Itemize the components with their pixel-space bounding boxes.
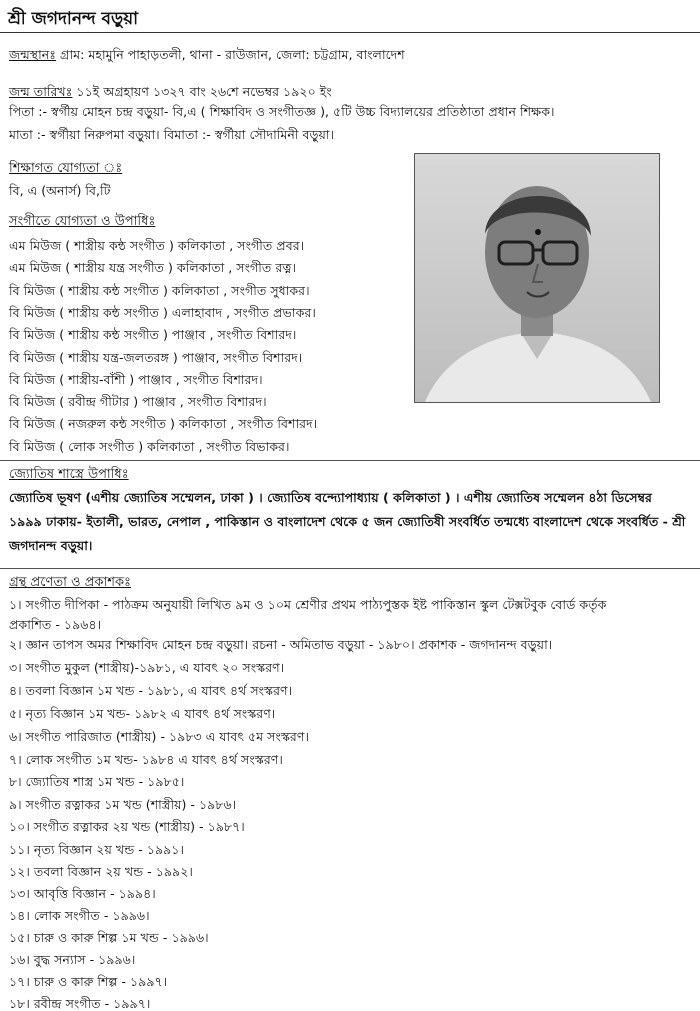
book-item: ১৪। লোক সংগীত - ১৯৯৬। — [9, 908, 150, 923]
education-heading: শিক্ষাগত যোগ্যতা ঃ — [9, 161, 123, 176]
book-item: প্রকাশিত - ১৯৬৪। — [9, 617, 102, 632]
birthdate-line — [9, 84, 332, 99]
music-qualification-item: বি মিউজ ( রবীন্দ্র গীটার ) পাঞ্জাব , সংগীত বিশারদ। — [9, 394, 267, 410]
music-qualification-item: বি মিউজ ( শাস্ত্রীয় কন্ঠ সংগীত ) পাঞ্জাব , সংগীত বিশারদ। — [9, 327, 297, 343]
book-item: ১৩। আবৃত্তি বিজ্ঞান - ১৯৯৪। — [9, 886, 156, 901]
birthplace-line — [9, 47, 405, 62]
section-divider — [0, 568, 700, 569]
father-line: পিতা :- স্বর্গীয় মোহন চন্দ্র বড়ুয়া- বি,এ ( শিক্ষাবিদ ও সংগীতজ্ঞ ), ৫টি উচ্চ বিদ্যালয়ের প্রতিষ্ঠাতা প্রধান শিক্ষক। — [9, 104, 555, 119]
book-item: ১০। সংগীত রত্নাকর ২য় খন্ড (শাস্ত্রীয়) - ১৯৮৭। — [9, 819, 245, 834]
music-qualification-item: বি মিউজ ( শাস্ত্রীয় কন্ঠ সংগীত ) কলিকাতা , সংগীত সুধাকর। — [9, 282, 310, 298]
page-title: শ্রী জগদানন্দ বড়ুয়া — [8, 9, 139, 29]
book-item: ১৫। চারু ও কারু শিল্প ১ম খন্ড - ১৯৯৬। — [9, 930, 209, 945]
portrait-photo — [414, 153, 660, 403]
book-item: ৫। নৃত্য বিজ্ঞান ১ম খন্ড- ১৯৮২ এ যাবৎ ৪র্থ সংস্করণ। — [9, 706, 276, 721]
music-qualification-item: বি মিউজ ( শাস্ত্রীয়-বাঁশী ) পাঞ্জাব , সংগীত বিশারদ। — [9, 371, 263, 387]
mother-line: মাতা :- স্বর্গীয়া নিরুপমা বড়ুয়া। বিমাতা :- স্বর্গীয়া সৌদামিনী বড়ুয়া। — [9, 127, 335, 142]
music-qualification-item: বি মিউজ ( শাস্ত্রীয় কন্ঠ সংগীত ) এলাহাবাদ , সংগীত প্রভাকর। — [9, 304, 316, 320]
birthdate-label: জন্ম তারিখ — [9, 84, 73, 99]
birthplace-value: ঃ গ্রাম: মহামুনি পাহাড়তলী, থানা - রাউজান, জেলা: চট্টগ্রাম, বাংলাদেশ — [56, 47, 405, 62]
book-item: ৬। সংগীত পারিজাত (শাস্ত্রীয়) - ১৯৮৩ এ যাবৎ ৫ম সংস্করণ। — [9, 729, 309, 744]
book-item: ১৬। বুদ্ধ সন্যাস - ১৯৯৬। — [9, 952, 136, 967]
education-value: বি, এ (অনার্স) বি,টি — [9, 183, 111, 198]
book-item: ১। সংগীত দীপিকা - পাঠক্রম অনুযায়ী লিখিত ৯ম ও ১০ম শ্রেণীর প্রথম পাঠ্যপুস্তক ইষ্ট পাকিস্তান স্কুল টেক্সটবুক বোর্ড কর্তৃক — [9, 597, 607, 612]
book-item: ৭। লোক সংগীত ১ম খন্ড- ১৯৮৪ এ যাবৎ ৪র্থ সংস্করণ। — [9, 752, 283, 767]
section-divider — [0, 460, 700, 461]
book-item: ১২। তবলা বিজ্ঞান ২য় খন্ড - ১৯৯২। — [9, 864, 193, 879]
book-item: ১৮। রবীন্দ্র সংগীত - ১৯৯৭। — [9, 996, 151, 1011]
birthplace-label: জন্মস্থান — [9, 47, 57, 62]
music-qualification-item: এম মিউজ ( শাস্ত্রীয় কন্ঠ সংগীত ) কলিকাতা , সংগীত প্রবর। — [9, 238, 305, 253]
astrology-paragraph: জ্যোতিষ ভূষণ (এশীয় জ্যোতিষ সম্মেলন, ঢাকা ) । জ্যোতিষ বন্দ্যোপাধ্যায় ( কলিকাতা ) । এশীয় জ্যোতিষ সম্মেলন ৪ঠা ডিসেম্বর ১৯৯৯ ঢাকায়- ইতালী, ভারত, নেপাল , পাকিস্তান ও বাংলাদেশ থেকে ৫ জন জ্যোতিষী সংবর্ধিত তন্মধ্যে বাংলাদেশ থেকে সংবর্ধিত - শ্রী জগদানন্দ বড়ুয়া। — [9, 490, 686, 553]
music-qualification-item: বি মিউজ ( লোক সংগীত ) কলিকাতা , সংগীত বিভাকর। — [9, 438, 290, 454]
astrology-heading: জ্যোতিষ শাস্ত্রে উপাধিঃ — [9, 467, 129, 482]
book-item: ৯। সংগীত রত্নাকর ১ম খন্ড (শাস্ত্রীয়) - ১৯৮৬। — [9, 797, 237, 812]
music-qualification-item: বি মিউজ ( শাস্ত্রীয় যন্ত্র-জলতরঙ্গ ) পাঞ্জাব, সংগীত বিশারদ। — [9, 349, 303, 365]
title-divider — [0, 32, 700, 33]
book-item: ৮। জ্যোতিষ শাস্ত্র ১ম খন্ড - ১৯৮৫। — [9, 774, 185, 789]
books-heading: গ্রন্থ প্রণেতা ও প্রকাশকঃ — [9, 575, 131, 590]
book-item: ১৭। চারু ও কারু শিল্প - ১৯৯৭। — [9, 974, 168, 989]
book-item: ৩। সংগীত মুকুল (শাস্ত্রীয়)-১৯৮১, এ যাবৎ ২০ সংস্করণ। — [9, 660, 285, 675]
music-qualification-item: বি মিউজ ( নজরুল কন্ঠ সংগীত ) কলিকাতা , সংগীত বিশারদ। — [9, 416, 318, 432]
book-item: ৪। তবলা বিজ্ঞান ১ম খন্ড - ১৯৮১, এ যাবৎ ৪র্থ সংস্করণ। — [9, 683, 293, 698]
music-qualification-item: এম মিউজ ( শাস্ত্রীয় যন্ত্র সংগীত ) কলিকাতা , সংগীত রত্ন। — [9, 260, 297, 276]
birthdate-value: ঃ ১১ই অগ্রহায়ণ ১৩২৭ বাং ২৬শে নভেম্বর ১৯২০ ইং — [72, 84, 332, 99]
music-heading: সংগীতে যোগ্যতা ও উপাধিঃ — [9, 214, 156, 229]
book-item: ২। জ্ঞান তাপস অমর শিক্ষাবিদ মোহন চন্দ্র বড়ুয়া। রচনা - অমিতাভ বড়ুয়া - ১৯৮০। প্রকাশক - জগদানন্দ বড়ুয়া। — [9, 637, 553, 652]
book-item: ১১। নৃত্য বিজ্ঞান ২য় খন্ড - ১৯৯১। — [9, 842, 184, 857]
